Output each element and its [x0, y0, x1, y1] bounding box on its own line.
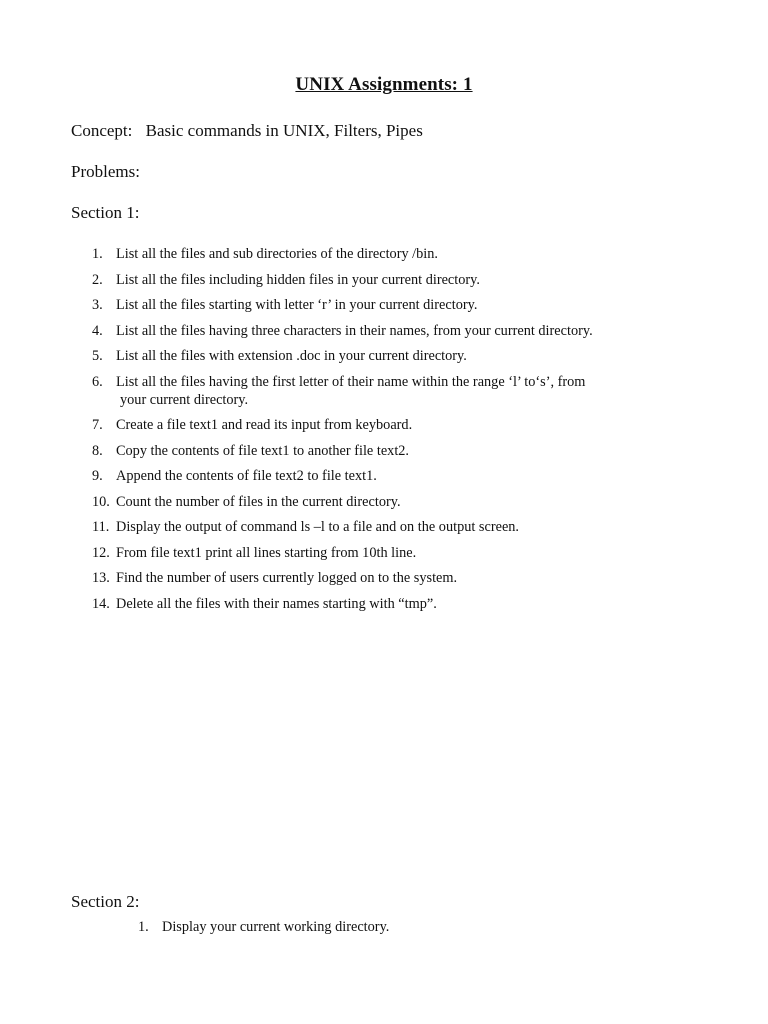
list-item [92, 493, 652, 511]
item-number: 3. [92, 297, 103, 313]
item-text: Count the number of files in the current directory. [116, 493, 401, 510]
item-number: 2. [92, 271, 103, 288]
item-text: Delete all the files with their names starting with “tmp”. [116, 595, 437, 612]
list-item [92, 518, 652, 536]
item-number: 11. [92, 519, 110, 535]
item-number: 1. [92, 246, 103, 262]
item-text: Display the output of command ls –l to a file and on the output screen. [116, 519, 520, 535]
item-text: List all the files having three characters in their names, from your current directory. [116, 322, 593, 339]
section-1-heading: Section 1: [71, 203, 140, 222]
list-item [92, 467, 652, 485]
item-number: 5. [92, 348, 103, 364]
item-number: 14. [92, 595, 110, 612]
item-number: 8. [92, 442, 103, 459]
item-text-continuation: your current directory. [120, 391, 249, 408]
item-text: Find the number of users currently logged on to the system. [116, 570, 458, 586]
list-item [92, 271, 652, 289]
item-number: 1. [138, 919, 149, 935]
concept-line [71, 121, 423, 141]
list-item [92, 347, 652, 365]
item-text: List all the files starting with letter ‘r’ in your current directory. [116, 297, 478, 313]
list-item [92, 373, 652, 409]
item-number: 12. [92, 544, 110, 561]
item-text: List all the files with extension .doc in your current directory. [116, 348, 467, 364]
list-item [92, 595, 652, 613]
item-text: Create a file text1 and read its input from keyboard. [116, 417, 413, 433]
item-text: From file text1 print all lines starting from 10th line. [116, 544, 417, 561]
document-title: UNIX Assignments: 1 [295, 74, 473, 95]
section-2-heading: Section 2: [71, 892, 140, 911]
item-number: 6. [92, 373, 103, 390]
list-item [92, 245, 652, 263]
concept-value: Basic commands in UNIX, Filters, Pipes [145, 121, 423, 140]
list-item [92, 442, 652, 460]
list-item [92, 322, 652, 340]
item-text: Copy the contents of file text1 to another file text2. [116, 442, 410, 459]
item-text: List all the files including hidden files in your current directory. [116, 271, 480, 288]
item-number: 4. [92, 322, 103, 339]
section-1-list [92, 245, 652, 620]
list-item [92, 416, 652, 434]
list-item [92, 544, 652, 562]
section-2-list [138, 918, 638, 944]
concept-label: Concept: [71, 121, 133, 140]
item-text: List all the files having the first letter of their name within the range ‘l’ to‘s’, from [116, 373, 586, 390]
item-number: 13. [92, 570, 110, 586]
item-number: 9. [92, 468, 103, 484]
problems-label: Problems: [71, 162, 140, 181]
item-text: List all the files and sub directories of the directory /bin. [116, 246, 438, 262]
list-item [138, 918, 638, 936]
item-number: 7. [92, 417, 103, 433]
item-text: Append the contents of file text2 to file text1. [116, 468, 377, 484]
list-item [92, 569, 652, 587]
item-text: Display your current working directory. [162, 919, 390, 935]
list-item [92, 296, 652, 314]
item-number: 10. [92, 493, 110, 510]
